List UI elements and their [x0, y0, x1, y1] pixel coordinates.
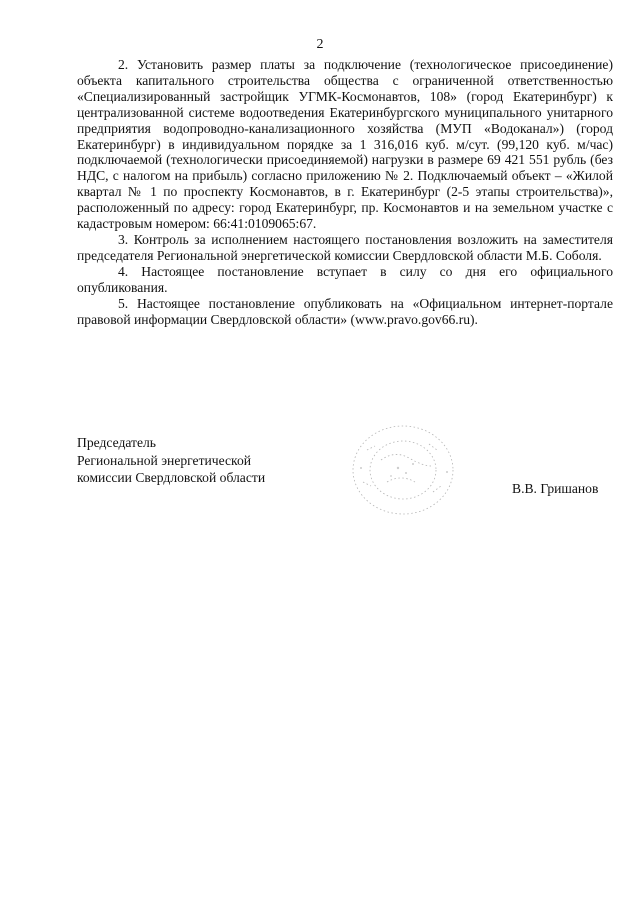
- faint-stamp-mark: [343, 420, 463, 520]
- paragraph-2: 2. Установить размер платы за подключение (технологическое присоединение) объекта капитального строительства общества с ограниченной ответственностью «Специализированный застройщик УГМК-Космонавтов, 108» (город Екатеринбург) к централизованной системе водоотведения Екатеринбургского муниципального унитарного предприятия водопроводно-канализационного хозяйства (МУП «Водоканал») (город Екатеринбург) в индивидуальном порядке за 1 316,016 куб. м/сут. (99,120 куб. м/час) подключаемой (технологически присоединяемой) нагрузки в размере 69 421 551 рубль (без НДС, с налогом на прибыль) согласно приложению № 2. Подключаемый объект – «Жилой квартал № 1 по проспекту Космонавтов, в г. Екатеринбург (2-5 этапы строительства)», расположенный по адресу: город Екатеринбург, пр. Космонавтов и на земельном участке с кадастровым номером: 66:41:0109065:67.: [77, 57, 613, 232]
- resolution-body: [77, 57, 613, 327]
- signatory-title-line-1: Председатель: [77, 435, 156, 450]
- page-number: 2: [316, 37, 324, 52]
- signatory-title-line-3: комиссии Свердловской области: [77, 470, 266, 485]
- signatory-name: В.В. Гришанов: [512, 481, 599, 496]
- paragraph-5: 5. Настоящее постановление опубликовать на «Официальном интернет-портале правовой информации Свердловской области» (www.pravo.gov66.ru).: [77, 295, 613, 327]
- paragraph-3: 3. Контроль за исполнением настоящего постановления возложить на заместителя председателя Региональной энергетической комиссии Свердловской области М.Б. Соболя.: [77, 231, 613, 263]
- paragraph-4: 4. Настоящее постановление вступает в силу со дня его официального опубликования.: [77, 263, 613, 295]
- signatory-title-line-2: Региональной энергетической: [77, 452, 252, 468]
- signatory-title: [77, 434, 265, 487]
